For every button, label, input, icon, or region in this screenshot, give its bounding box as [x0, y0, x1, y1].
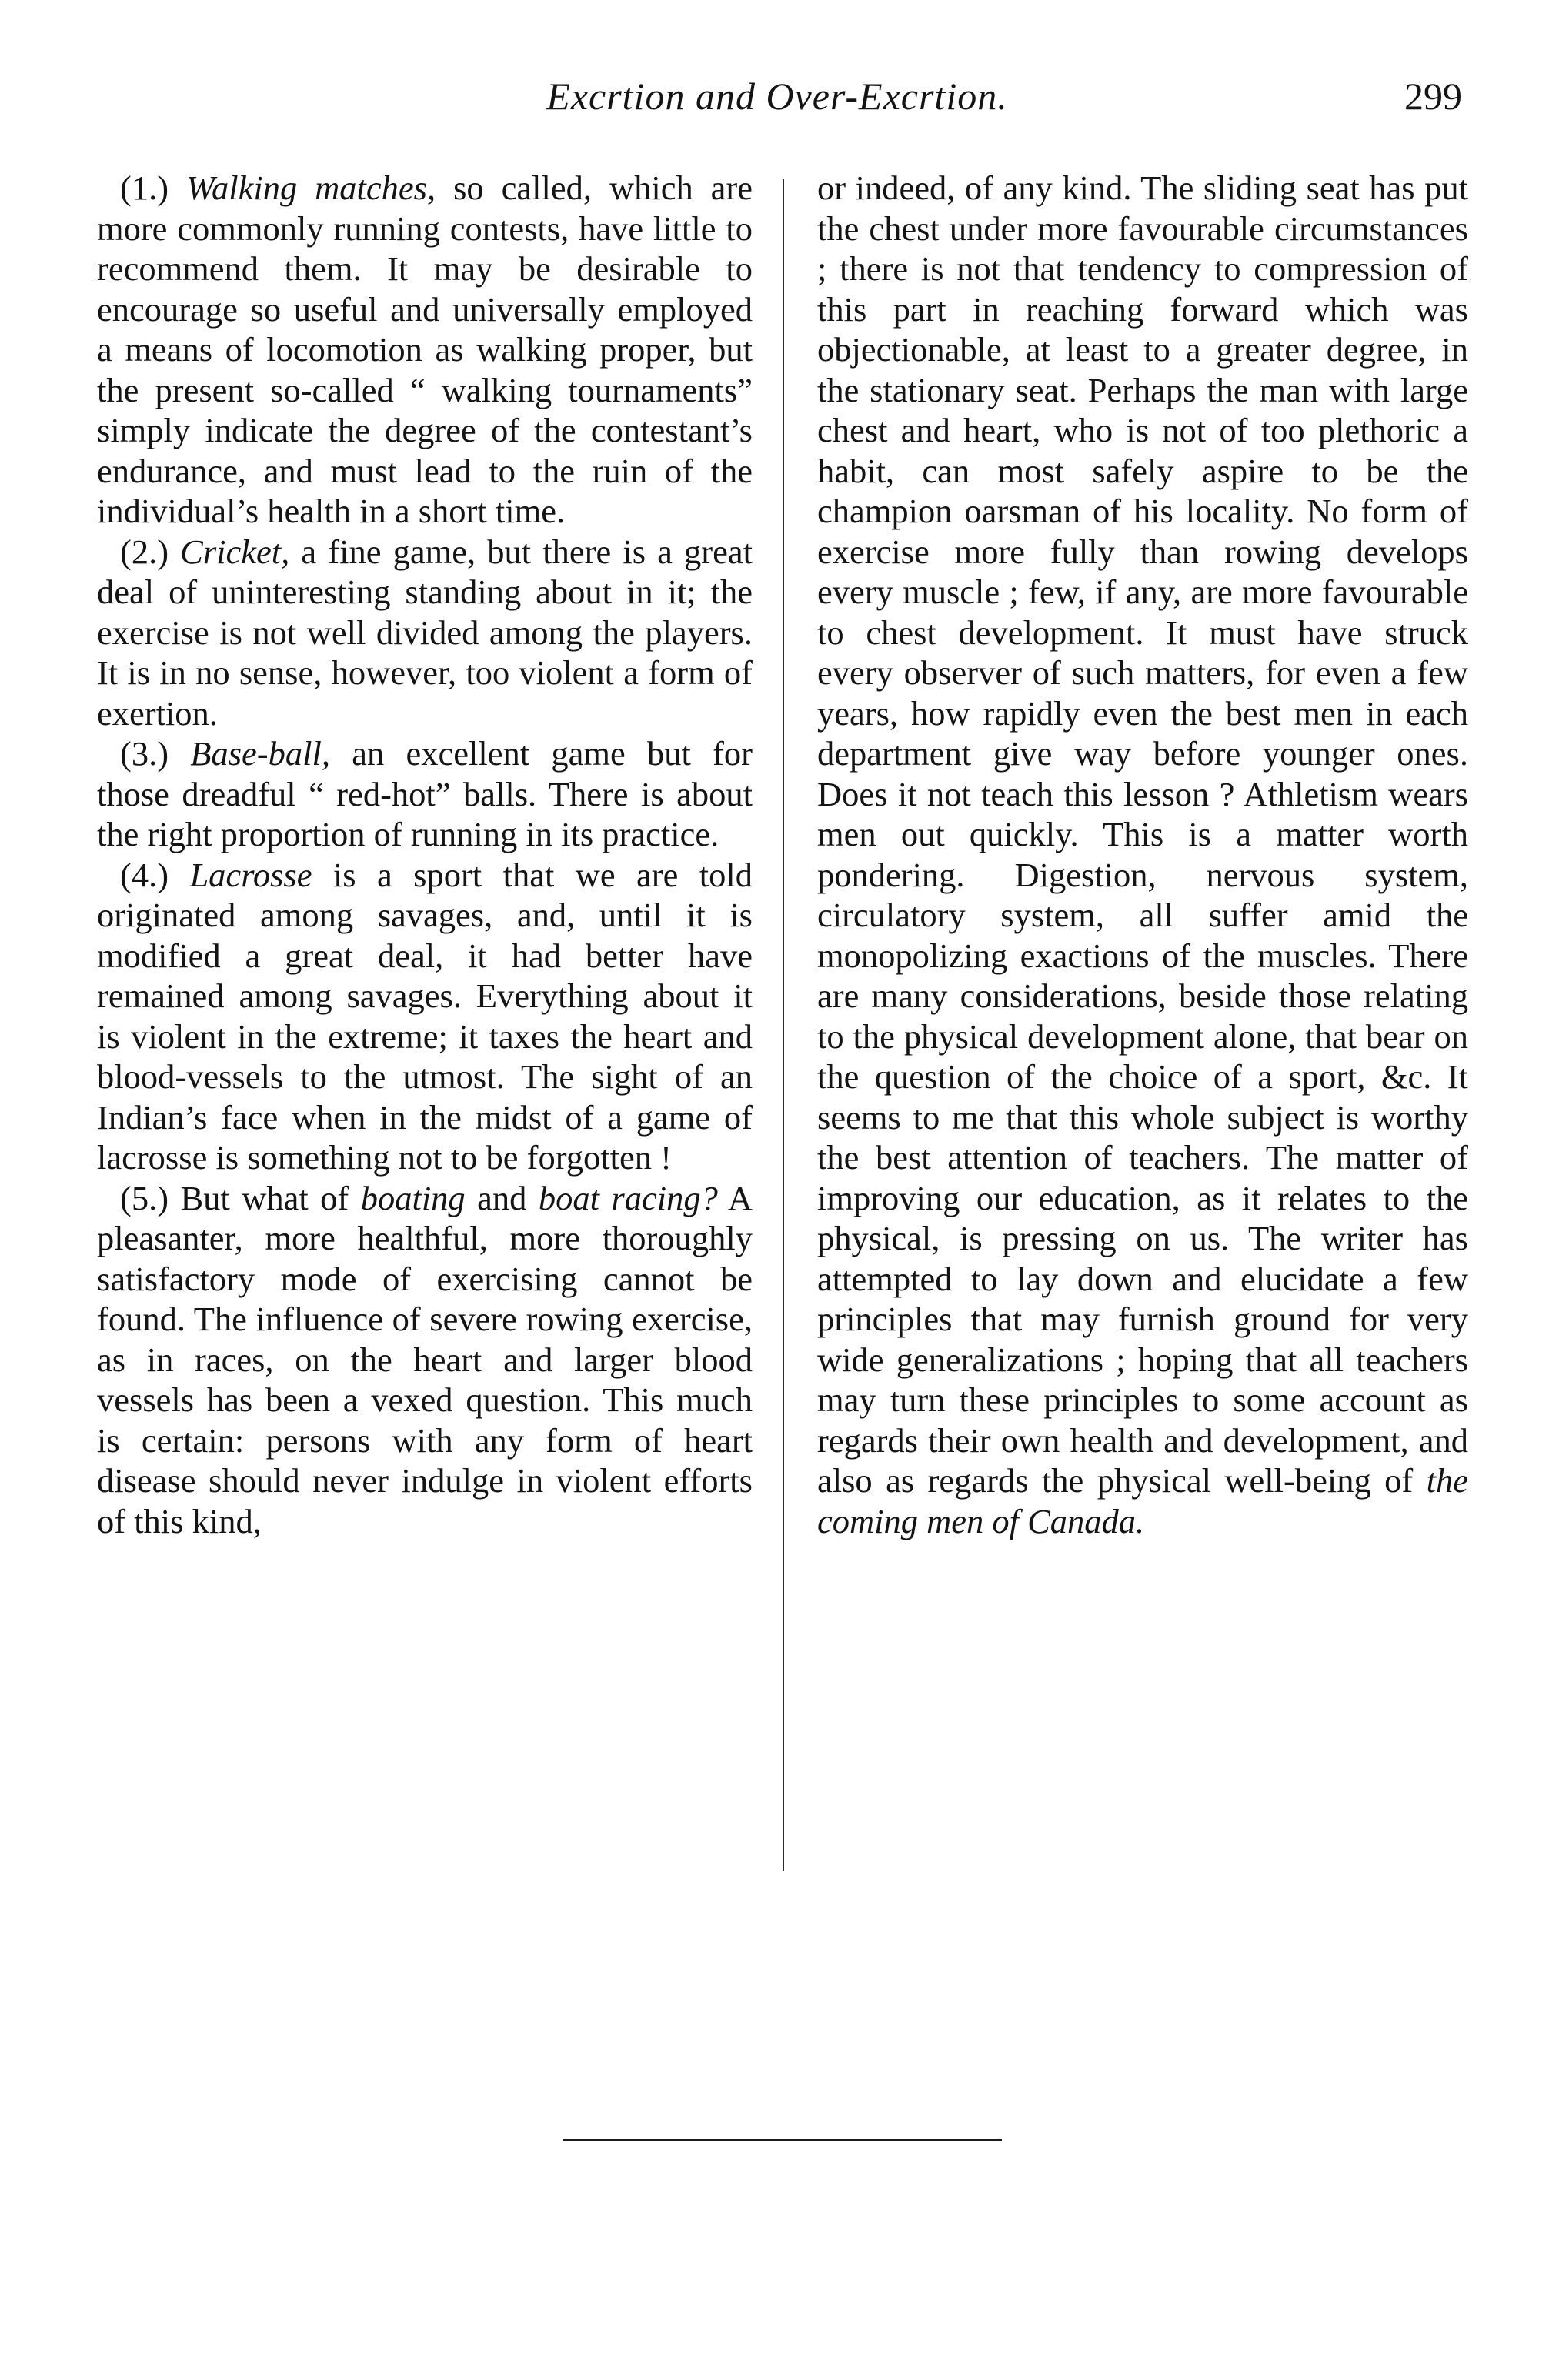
paragraph-text: an excellent game but for those dreadful “ red-hot” balls. There is about the right proportion of running in its practice.: [97, 734, 753, 853]
item-number: (2.): [120, 532, 181, 571]
paragraph-lacrosse: [97, 855, 753, 1178]
right-column: [817, 168, 1468, 1541]
column-divider: [783, 179, 784, 1871]
item-number: (4.): [120, 855, 190, 894]
paragraph-walking-matches: [97, 168, 753, 532]
paragraph-continuation: [817, 168, 1468, 1541]
paragraph-boating: [97, 1178, 753, 1542]
paragraph-base-ball: [97, 733, 753, 855]
paragraph-conj: and: [465, 1178, 539, 1217]
running-head: [92, 74, 1462, 135]
item-term: Walking matches,: [185, 169, 436, 207]
paragraph-text: so called, which are more commonly running contests, have little to recommend them. It may be desirable to encourage so useful and universally employed a means of locomotion as walking proper, but the present so-called “ walking tournaments” simply indicate the degree of the contestant’s endurance, and must lead to the ruin of the individual’s health in a short time.: [97, 169, 753, 530]
item-number: (5.): [120, 1178, 181, 1217]
paragraph-text: a fine game, but there is a great deal of uninteresting standing about in it; the exercise is not well divided among the players. It is in no sense, however, too violent a form of exertion.: [97, 532, 753, 733]
item-term: boat racing?: [538, 1178, 718, 1217]
closing-phrase: the coming men of Canada.: [817, 1461, 1468, 1540]
paragraph-text: is a sport that we are told originated among savages, and, until it is modified a great deal, it had better have remained among savages. Everything about it is violent in the extreme; it taxes the heart and blood-vessels to the utmost. The sight of an Indian’s face when in the midst of a game of lacrosse is something not to be forgotten !: [97, 855, 753, 1177]
running-title: Excrtion and Over-Excrtion.: [546, 75, 1008, 118]
item-term: Lacrosse: [189, 855, 312, 894]
paragraph-text: A pleasanter, more healthful, more thoroughly satisfactory mode of exercising cannot be found. The influence of severe rowing exercise, as in races, on the heart and larger blood vessels has been a vexed question. This much is certain: persons with any form of heart disease should never indulge in violent efforts of this kind,: [97, 1178, 753, 1540]
item-term: Base-ball,: [190, 734, 330, 773]
section-end-rule: [563, 2139, 1002, 2141]
left-column: [97, 168, 753, 1541]
paragraph-lead: But what of: [180, 1178, 361, 1217]
item-number: (1.): [120, 169, 186, 207]
item-term: Cricket,: [180, 532, 290, 571]
paragraph-text: or indeed, of any kind. The sliding seat has put the chest under more favourable circumstances ; there is not that tendency to compression of this part in reaching forward which was objectionable, at least to a greater degree, in the stationary seat. Perhaps the man with large chest and heart, who is not of too plethoric a habit, can most safely aspire to be the champion oarsman of his locality. No form of exercise more fully than rowing develops every muscle ; few, if any, are more favourable to chest development. It must have struck every observer of such matters, for even a few years, how rapidly even the best men in each department give way before younger ones. Does it not teach this lesson ? Athletism wears men out quickly. This is a matter worth pondering. Digestion, nervous system, circulatory system, all suffer amid the monopolizing exactions of the muscles. There are many considerations, beside those relating to the physical development alone, that bear on the question of the choice of a sport, &c. It seems to me that this whole subject is worthy the best attention of teachers. The matter of improving our education, as it relates to the physical, is pressing on us. The writer has attempted to lay down and elucidate a few principles that may furnish ground for very wide generalizations ; hoping that all teachers may turn these principles to some account as regards their own health and development, and also as regards the physical well-being of: [817, 169, 1468, 1500]
page-number: 299: [1404, 75, 1462, 118]
item-term: boating: [360, 1178, 466, 1217]
paragraph-cricket: [97, 532, 753, 734]
item-number: (3.): [120, 734, 191, 773]
